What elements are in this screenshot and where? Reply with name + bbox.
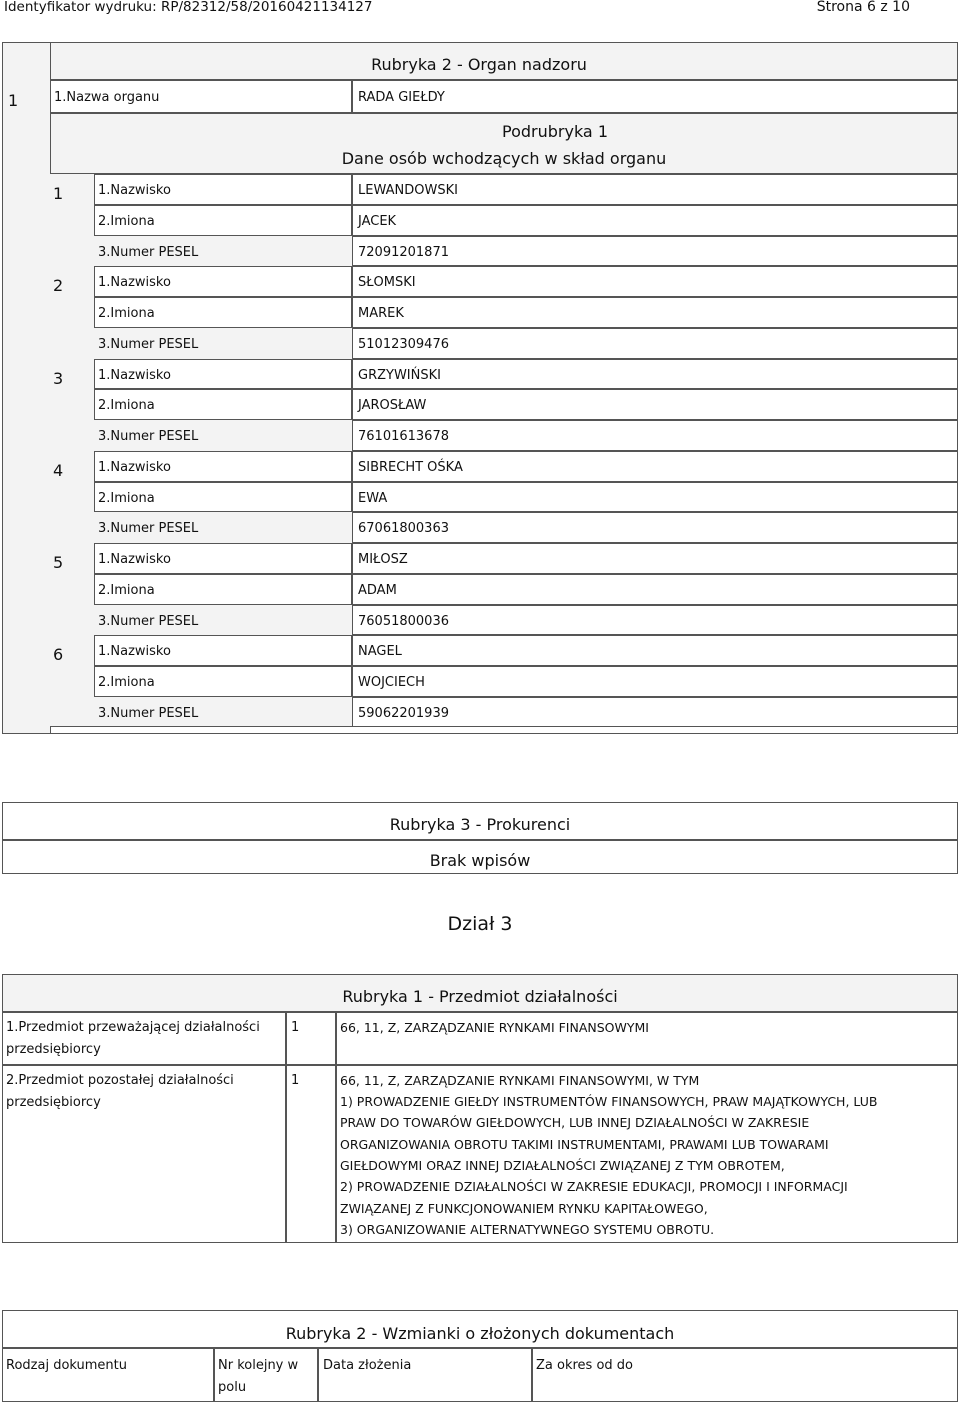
person-field-label: 3.Numer PESEL [98, 336, 199, 352]
row2-line-6: ZWIĄZANEJ Z FUNKCJONOWANIEM RYNKU KAPITAŁOWEGO, [340, 1201, 708, 1216]
person-value-cell [352, 297, 958, 328]
col-rodzaj: Rodzaj dokumentu [6, 1358, 127, 1373]
person-field-label: 1.Nazwisko [98, 183, 171, 198]
person-field-value: ADAM [358, 582, 397, 598]
person-field-label: 1.Nazwisko [98, 644, 171, 660]
person-field-value: MIŁOSZ [358, 552, 408, 567]
przedmiot-title: Rubryka 1 - Przedmiot działalności [342, 987, 618, 1006]
col-rodzaj-cell [2, 1348, 214, 1402]
person-field-label: 3.Numer PESEL [98, 613, 199, 629]
person-field-label: 2.Imiona [98, 306, 155, 321]
organ-name-value: RADA GIEŁDY [358, 90, 445, 105]
row2-line-1: 1) PROWADZENIE GIEŁDY INSTRUMENTÓW FINANSOWYCH, PRAW MAJĄTKOWYCH, LUB [340, 1094, 878, 1109]
person-field-value: MAREK [358, 306, 404, 321]
person-value-cell [352, 482, 958, 513]
prokurenci-title: Rubryka 3 - Prokurenci [389, 815, 571, 834]
person-value-cell [352, 666, 958, 697]
col-data-cell [318, 1348, 532, 1402]
person-value-cell [352, 266, 958, 297]
person-field-label: 3.Numer PESEL [98, 244, 199, 260]
person-field-value: JAROSŁAW [358, 398, 427, 414]
row2-line-0: 66, 11, Z, ZARZĄDZANIE RYNKAMI FINANSOWYMI, W TYM [340, 1073, 700, 1088]
person-field-value: 76101613678 [358, 429, 449, 444]
person-field-value: 76051800036 [358, 613, 449, 629]
person-field-value: SŁOMSKI [358, 275, 416, 291]
person-value-cell [352, 543, 958, 574]
person-value-cell [352, 389, 958, 420]
person-field-value: JACEK [358, 213, 397, 229]
person-field-value: NAGEL [358, 644, 402, 660]
person-field-label: 3.Numer PESEL [98, 521, 199, 537]
organ-bottom-cell [50, 726, 958, 734]
row1-value: 66, 11, Z, ZARZĄDZANIE RYNKAMI FINANSOWYMI [340, 1020, 649, 1035]
person-field-value: 67061800363 [358, 521, 449, 537]
person-number: 4 [53, 460, 64, 480]
person-field-value: LEWANDOWSKI [358, 183, 458, 198]
person-field-value: 72091201871 [358, 244, 449, 260]
sub-title-1: Podrubryka 1 [502, 122, 608, 141]
page-number: Strona 6 z 10 [816, 0, 910, 15]
person-field-label: 3.Numer PESEL [98, 705, 199, 721]
person-number: 2 [53, 276, 64, 296]
wzmianki-title: Rubryka 2 - Wzmianki o złożonych dokumentach [285, 1324, 675, 1343]
dzial-3-heading: Dział 3 [447, 913, 513, 935]
person-number: 1 [53, 184, 64, 203]
row2-num: 1 [291, 1073, 300, 1088]
person-field-value: GRZYWIŃSKI [358, 367, 441, 383]
person-field-label: 2.Imiona [98, 398, 155, 414]
person-field-label: 1.Nazwisko [98, 367, 171, 383]
row1-label-line1: 1.Przedmiot przeważającej działalności [6, 1020, 260, 1035]
person-value-cell [352, 205, 958, 236]
person-field-value: EWA [358, 490, 388, 506]
person-number: 6 [53, 645, 64, 665]
row2-line-7: 3) ORGANIZOWANIE ALTERNATYWNEGO SYSTEMU OBROTU. [340, 1222, 715, 1237]
organ-number: 1 [8, 91, 19, 110]
row2-line-5: 2) PROWADZENIE DZIAŁALNOŚCI W ZAKRESIE EDUKACJI, PROMOCJI I INFORMACJI [340, 1179, 848, 1194]
row2-label-line2: przedsiębiorcy [6, 1095, 101, 1110]
row2-label-cell [2, 1065, 286, 1243]
person-field-label: 2.Imiona [98, 675, 155, 690]
person-field-value: WOJCIECH [358, 675, 425, 690]
person-field-label: 1.Nazwisko [98, 552, 171, 567]
prokurenci-empty: Brak wpisów [429, 851, 531, 870]
person-value-cell [352, 359, 958, 390]
person-field-value: SIBRECHT OŚKA [358, 459, 463, 475]
person-field-value: 51012309476 [358, 336, 449, 352]
col-okres: Za okres od do [536, 1358, 633, 1373]
person-field-value: 59062201939 [358, 705, 449, 721]
person-field-label: 2.Imiona [98, 213, 155, 229]
person-number: 3 [53, 368, 64, 388]
person-value-cell [352, 635, 958, 666]
row2-num-cell [286, 1065, 336, 1243]
person-number: 5 [53, 553, 64, 572]
sub-title-2: Dane osób wchodzących w skład organu [341, 149, 667, 168]
print-identifier: Identyfikator wydruku: RP/82312/58/20160421134127 [4, 0, 373, 15]
row2-line-2: PRAW DO TOWARÓW GIEŁDOWYCH, LUB INNEJ DZIAŁALNOŚCI W ZAKRESIE [340, 1115, 810, 1130]
col-nr-line2: polu [218, 1380, 247, 1395]
person-value-cell [352, 574, 958, 605]
row2-label-line1: 2.Przedmiot pozostałej działalności [6, 1073, 234, 1088]
person-field-label: 2.Imiona [98, 490, 155, 506]
row2-line-4: GIEŁDOWYMI ORAZ INNEJ DZIAŁALNOŚCI ZWIĄZANEJ Z TYM OBROTEM, [340, 1158, 785, 1173]
row2-line-3: ORGANIZOWANIA OBROTU TAKIMI INSTRUMENTAMI, PRAWAMI LUB TOWARAMI [340, 1137, 829, 1152]
row1-num: 1 [291, 1020, 300, 1035]
col-nr-line1: Nr kolejny w [218, 1358, 299, 1373]
person-field-label: 1.Nazwisko [98, 459, 171, 475]
person-field-label: 2.Imiona [98, 582, 155, 598]
person-field-label: 3.Numer PESEL [98, 429, 199, 444]
organ-name-label: 1.Nazwa organu [54, 90, 160, 105]
row1-label-line2: przedsiębiorcy [6, 1042, 101, 1057]
person-field-label: 1.Nazwisko [98, 275, 171, 291]
col-data: Data złożenia [323, 1358, 412, 1373]
col-okres-cell [532, 1348, 958, 1402]
organ-title: Rubryka 2 - Organ nadzoru [371, 55, 587, 74]
